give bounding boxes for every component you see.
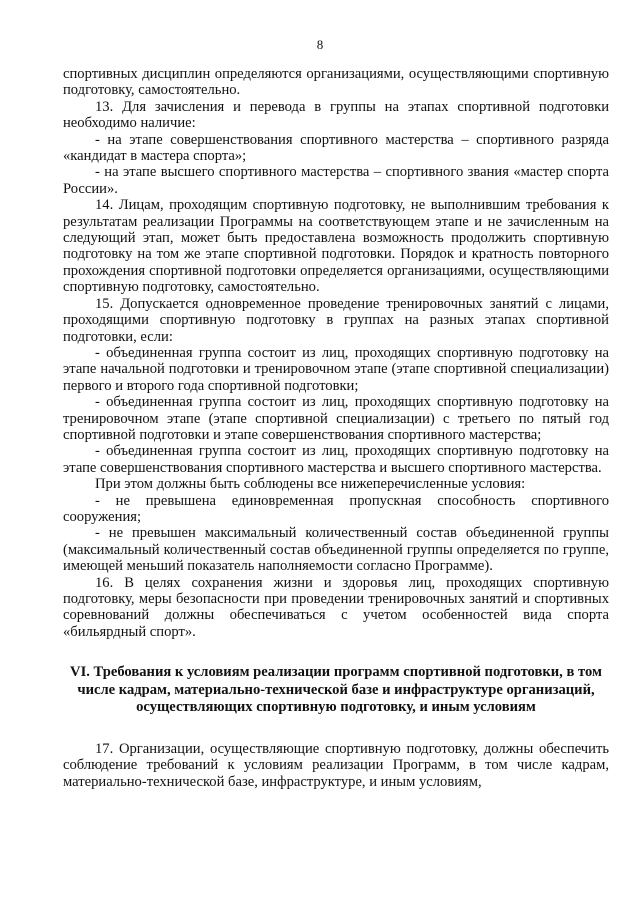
list-item: - объединенная группа состоит из лиц, проходящих спортивную подготовку на этапе совершенствования спортивного мастерства и высшего спортивного мастерства.: [63, 443, 609, 476]
list-item: - объединенная группа состоит из лиц, проходящих спортивную подготовку на этапе начальной подготовки и тренировочном этапе (этапе спортивной специализации) первого и второго года спортивной подготовки;: [63, 344, 609, 394]
paragraph-14: 14. Лицам, проходящим спортивную подготовку, не выполнившим требования к результатам реализации Программы на соответствующем этапе и не зачисленным на следующий этап, может быть предоставлена возможность продолжить спортивную подготовку на том же этапе спортивной подготовки. Порядок и кратность повторного прохождения спортивной подготовки определяется организациями, осуществляющими спортивную подготовку, самостоятельно.: [63, 197, 609, 296]
list-item: - не превышен максимальный количественный состав объединенной группы (максимальный количественный состав объединенной группы определяется по группе, имеющей меньший показатель наполняемости согласно Программе).: [63, 525, 609, 575]
paragraph-16: 16. В целях сохранения жизни и здоровья лиц, проходящих спортивную подготовку, меры безопасности при проведении тренировочных занятий и спортивных соревнований должны обеспечиваться с учетом особенностей вида спорта «бильярдный спорт».: [63, 574, 609, 640]
section-heading: VI. Требования к условиям реализации программ спортивной подготовки, в том числе кадрам, материально-технической базе и инфраструктуре организаций, осуществляющих спортивную подготовку, и иным условиям: [70, 664, 602, 716]
paragraph-13: 13. Для зачисления и перевода в группы на этапах спортивной подготовки необходимо наличие:: [63, 98, 609, 132]
list-item: - на этапе совершенствования спортивного мастерства – спортивного разряда «кандидат в мастера спорта»;: [63, 131, 609, 165]
paragraph-15: 15. Допускается одновременное проведение тренировочных занятий с лицами, проходящими спортивную подготовку в группах на разных этапах спортивной подготовки, если:: [63, 295, 609, 345]
list-item: - объединенная группа состоит из лиц, проходящих спортивную подготовку на тренировочном этапе (этапе спортивной специализации) с третьего по пятый год спортивной подготовки и этапе совершенствования спортивного мастерства;: [63, 394, 609, 443]
page-number: 8: [316, 37, 324, 52]
list-item: - не превышена единовременная пропускная способность спортивного сооружения;: [63, 492, 609, 525]
list-item: - на этапе высшего спортивного мастерства – спортивного звания «мастер спорта России».: [63, 164, 609, 197]
paragraph-continuation: спортивных дисциплин определяются организациями, осуществляющими спортивную подготовку, самостоятельно.: [63, 66, 609, 99]
paragraph-17: 17. Организации, осуществляющие спортивную подготовку, должны обеспечить соблюдение требований к условиям реализации Программ, в том числе кадрам, материально-технической базе, инфраструктуре, и иным условиям,: [63, 740, 609, 790]
document-body: [63, 66, 609, 790]
conditions-intro: При этом должны быть соблюдены все нижеперечисленные условия:: [95, 476, 526, 493]
